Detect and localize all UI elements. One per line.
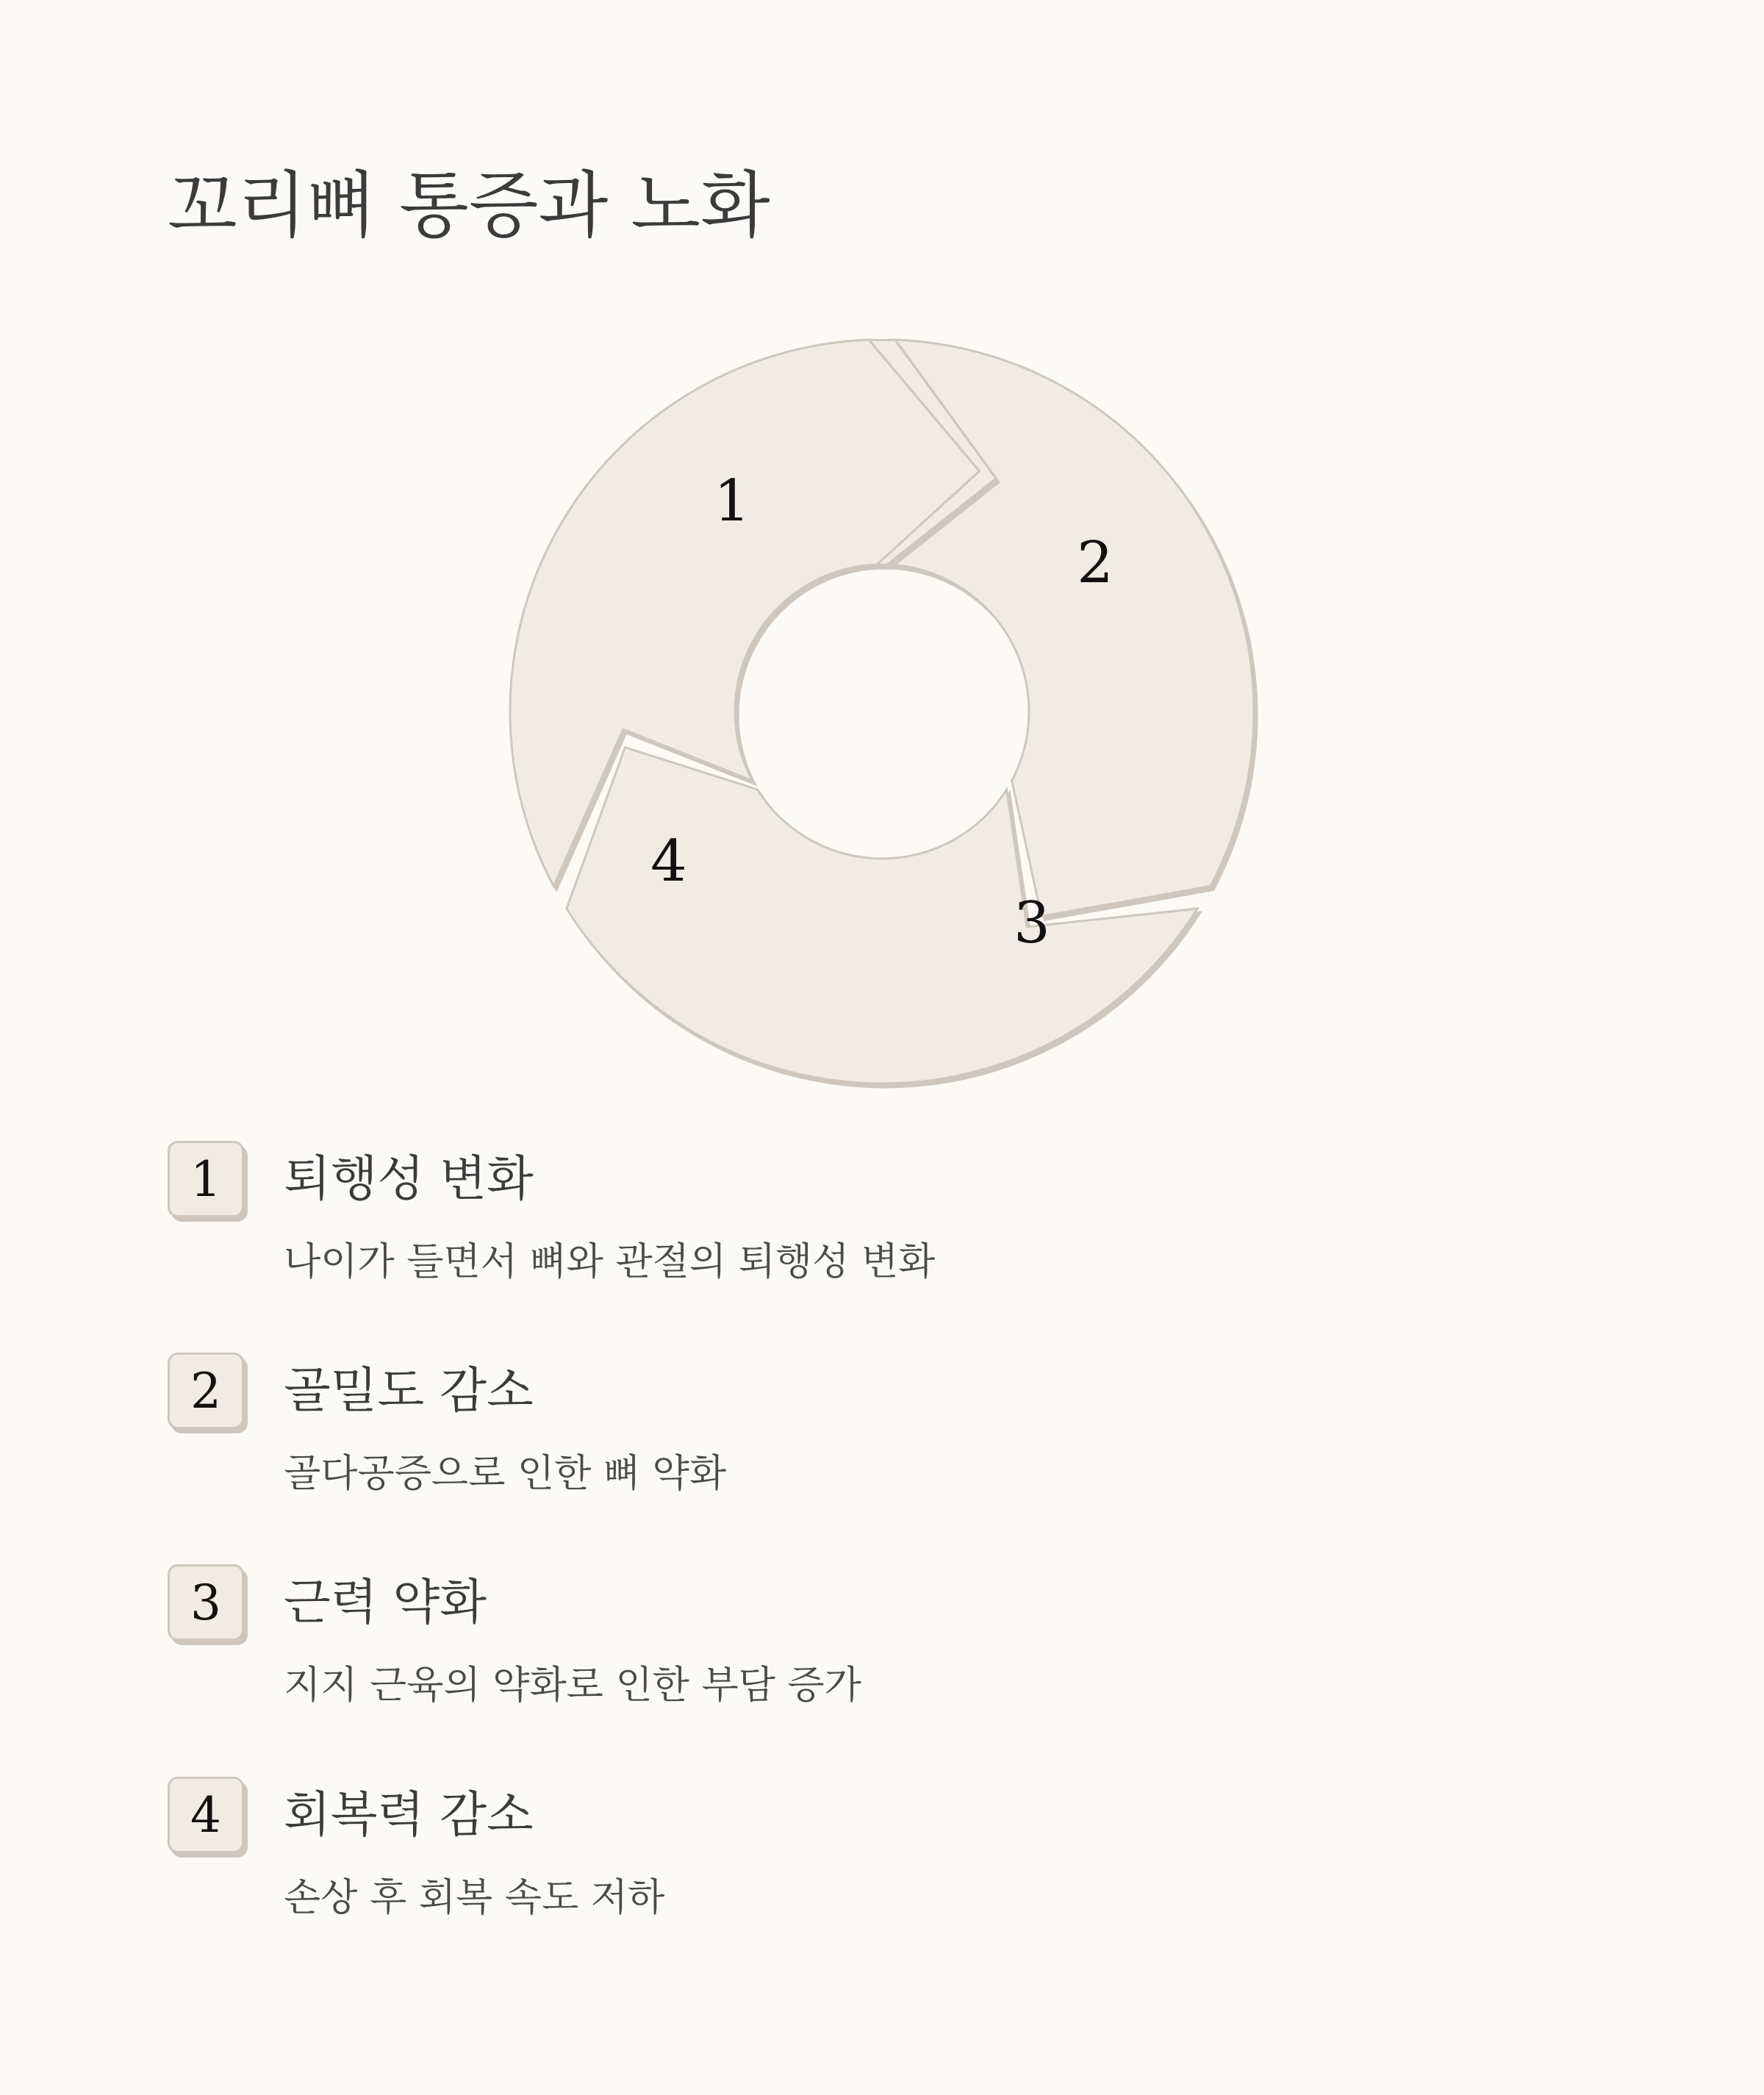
number-badge: 2 bbox=[168, 1353, 244, 1429]
number-badge: 1 bbox=[168, 1141, 244, 1217]
number-badge: 4 bbox=[168, 1777, 244, 1853]
number-badge: 3 bbox=[168, 1564, 244, 1641]
item-title: 퇴행성 변화 bbox=[284, 1150, 534, 1207]
page-title: 꼬리뼈 통증과 노화 bbox=[168, 164, 770, 248]
item-description: 골다공증으로 인한 뼈 약화 bbox=[284, 1452, 727, 1496]
item-title: 근력 약화 bbox=[284, 1574, 487, 1630]
segment-number-3: 3 bbox=[1014, 890, 1050, 956]
segment-number-4: 4 bbox=[650, 828, 687, 895]
segment-number-2: 2 bbox=[1077, 530, 1114, 596]
item-description: 나이가 들면서 뼈와 관절의 퇴행성 변화 bbox=[284, 1240, 936, 1284]
list-item-4 bbox=[168, 1777, 1564, 1960]
item-description: 손상 후 회복 속도 저하 bbox=[284, 1876, 665, 1920]
list-item-3 bbox=[168, 1564, 1564, 1748]
list-item-2 bbox=[168, 1353, 1564, 1536]
segment-number-1: 1 bbox=[714, 468, 750, 534]
item-title: 골밀도 감소 bbox=[284, 1362, 534, 1419]
item-description: 지지 근육의 약화로 인한 부담 증가 bbox=[284, 1664, 861, 1708]
list-item-1 bbox=[168, 1141, 1564, 1325]
item-title: 회복력 감소 bbox=[284, 1786, 534, 1843]
